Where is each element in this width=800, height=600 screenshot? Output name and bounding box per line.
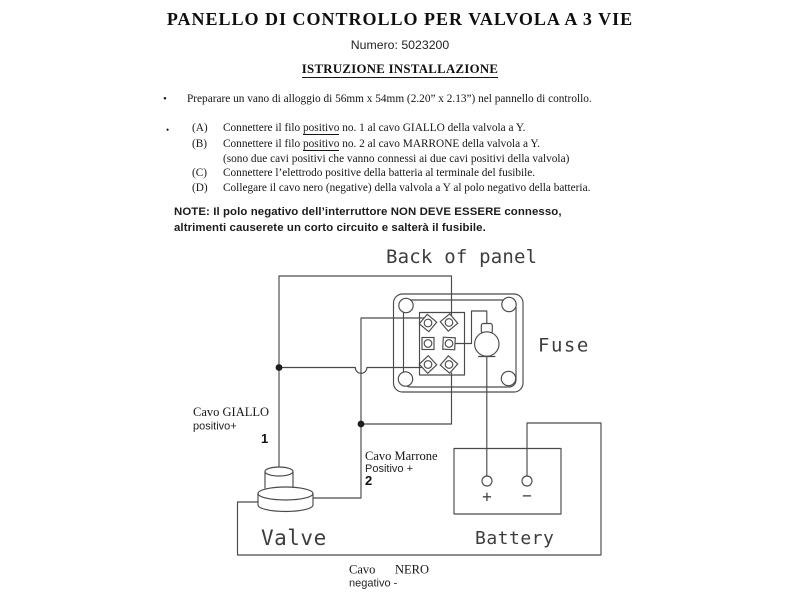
step-label: (C) — [192, 167, 208, 180]
terminal — [440, 314, 457, 331]
section-heading-text: ISTRUZIONE INSTALLAZIONE — [301, 62, 499, 76]
terminal-body — [440, 356, 457, 373]
screw-hole — [501, 371, 515, 385]
fuse-body — [475, 332, 499, 356]
step-text-post: (sono due cavi positivi che vanno connessi ai due cavi positivi della valvola) — [223, 152, 570, 165]
terminal-body — [419, 356, 437, 374]
bullet-icon: • — [166, 125, 170, 135]
document-number: Numero: 5023200 — [350, 38, 450, 52]
step-text-pre: Collegare il cavo nero (negative) della valvola a Y al polo negativo della batteria. — [223, 181, 591, 194]
step-text-pre: Connettere il filo — [223, 122, 303, 134]
screw-hole — [502, 297, 516, 311]
battery-terminal-negative — [522, 476, 532, 486]
valve-label: Valve — [261, 526, 327, 550]
valve-stem-top — [265, 467, 293, 476]
step-text-pre: Connettere il filo — [223, 138, 303, 151]
step-text-underlined: positivo — [303, 122, 340, 134]
fuse-symbol — [475, 324, 499, 357]
terminal — [422, 338, 434, 350]
battery-outline — [454, 449, 561, 515]
yellow-wire-label-line1: Cavo GIALLO — [193, 405, 270, 419]
step-text-underlined: positivo — [303, 138, 340, 151]
step-text-post: no. 1 al cavo GIALLO della valvola a Y. — [339, 122, 526, 134]
intro-bullet-text: Preparare un vano di alloggio di 56mm x 54mm (2.20” x 2.13”) nel pannello di controllo. — [187, 93, 592, 105]
step-text-post: no. 2 al cavo MARRONE della valvola a Y. — [339, 138, 540, 151]
brown-wire-number: 2 — [365, 473, 373, 488]
brown-wire-label-line1: Cavo Marrone — [365, 449, 438, 463]
black-wire-label-word1: Cavo — [349, 562, 376, 577]
step-label: (A) — [192, 122, 208, 134]
step-label: (D) — [192, 181, 208, 194]
page-title: PANELLO DI CONTROLLO PER VALVOLA A 3 VIE — [166, 9, 634, 29]
terminal — [419, 356, 437, 374]
step-label: (B) — [192, 138, 208, 151]
warning-note-line2: altrimenti causerete un corto circuito e salterà il fusibile. — [174, 221, 486, 234]
screw-hole — [399, 298, 413, 312]
terminal — [419, 314, 436, 331]
valve-symbol — [258, 467, 313, 512]
battery-label: Battery — [475, 528, 555, 549]
brown-wire-label-line2: Positivo + — [365, 463, 413, 475]
bullet-icon: • — [163, 93, 167, 105]
junction-dot — [276, 364, 283, 371]
terminal-body — [443, 337, 456, 350]
junction-dot — [358, 421, 365, 428]
battery-plus-sign: + — [482, 487, 492, 506]
terminal — [443, 337, 456, 350]
screw-hole — [398, 372, 412, 386]
back-of-panel-label: Back of panel — [386, 246, 538, 268]
warning-note-line1: NOTE: Il polo negativo dell’interruttore NON DEVE ESSERE connesso, — [174, 206, 562, 218]
terminal-body — [419, 314, 436, 331]
yellow-wire-label-line2: positivo+ — [193, 420, 237, 433]
black-wire-label-line2: negativo - — [349, 577, 398, 590]
valve-base-bottom — [258, 505, 313, 512]
battery-terminal-positive — [482, 476, 492, 486]
yellow-wire-number: 1 — [261, 431, 269, 446]
terminal-body — [440, 314, 457, 331]
battery-symbol — [454, 449, 561, 515]
step-text-pre: Connettere l’elettrodo positive della batteria al terminale del fusibile. — [223, 167, 536, 180]
black-wire-label-word2: NERO — [395, 562, 430, 577]
battery-minus-sign: − — [522, 486, 532, 505]
fuse-label: Fuse — [538, 334, 590, 357]
valve-base-top — [258, 487, 313, 500]
terminal — [440, 356, 457, 373]
